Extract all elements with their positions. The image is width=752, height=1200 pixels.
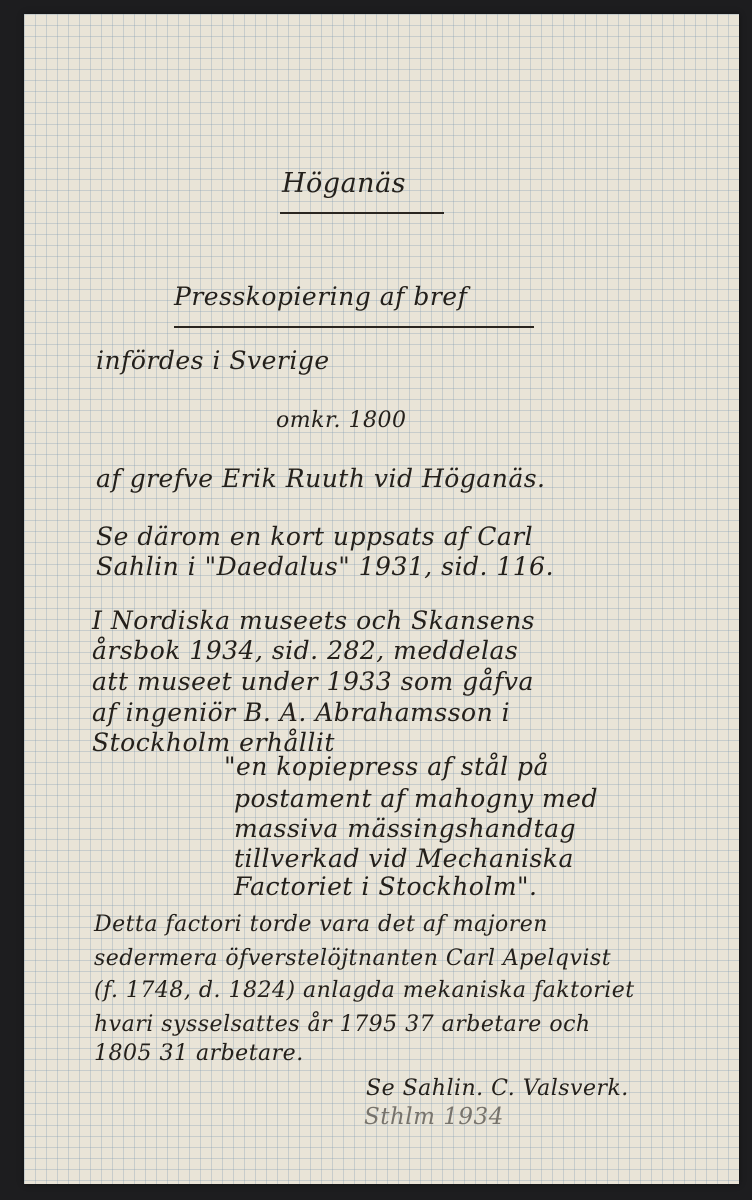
pencil-note: Sthlm 1934 (364, 1104, 504, 1130)
quote-line: Factoriet i Stockholm". (234, 872, 538, 901)
line-introduced: infördes i Sverige (96, 346, 330, 375)
para-line: Sahlin i "Daedalus" 1931, sid. 116. (96, 552, 555, 581)
para-line: af ingeniör B. A. Abrahamsson i (92, 698, 511, 727)
para-line: hvari sysselsattes år 1795 37 arbetare och (94, 1012, 591, 1037)
line-by: af grefve Erik Ruuth vid Höganäs. (96, 464, 546, 493)
para-line: 1805 31 arbetare. (94, 1041, 304, 1066)
para-line: Detta factori torde vara det af majoren (94, 912, 548, 937)
title-underline (280, 212, 444, 214)
para-line: Stockholm erhållit (92, 728, 335, 757)
document-title: Höganäs (282, 168, 407, 199)
line-date: omkr. 1800 (276, 408, 407, 433)
para-line: Se därom en kort uppsats af Carl (96, 522, 534, 551)
document-page (24, 14, 739, 1184)
reference-note: Se Sahlin. C. Valsverk. (366, 1076, 629, 1101)
subtitle: Presskopiering af bref (174, 282, 468, 311)
para-line: årsbok 1934, sid. 282, meddelas (92, 636, 519, 665)
quote-line: postament af mahogny med (234, 784, 598, 813)
para-line: (f. 1748, d. 1824) anlagda mekaniska faktoriet (94, 978, 635, 1003)
subtitle-underline (174, 326, 534, 328)
quote-line: tillverkad vid Mechaniska (234, 844, 574, 873)
quote-line: "en kopiepress af stål på (224, 752, 549, 781)
para-line: I Nordiska museets och Skansens (92, 606, 536, 635)
para-line: att museet under 1933 som gåfva (92, 667, 534, 696)
para-line: sedermera öfverstelöjtnanten Carl Apelqvist (94, 946, 612, 971)
quote-line: massiva mässingshandtag (234, 814, 577, 843)
